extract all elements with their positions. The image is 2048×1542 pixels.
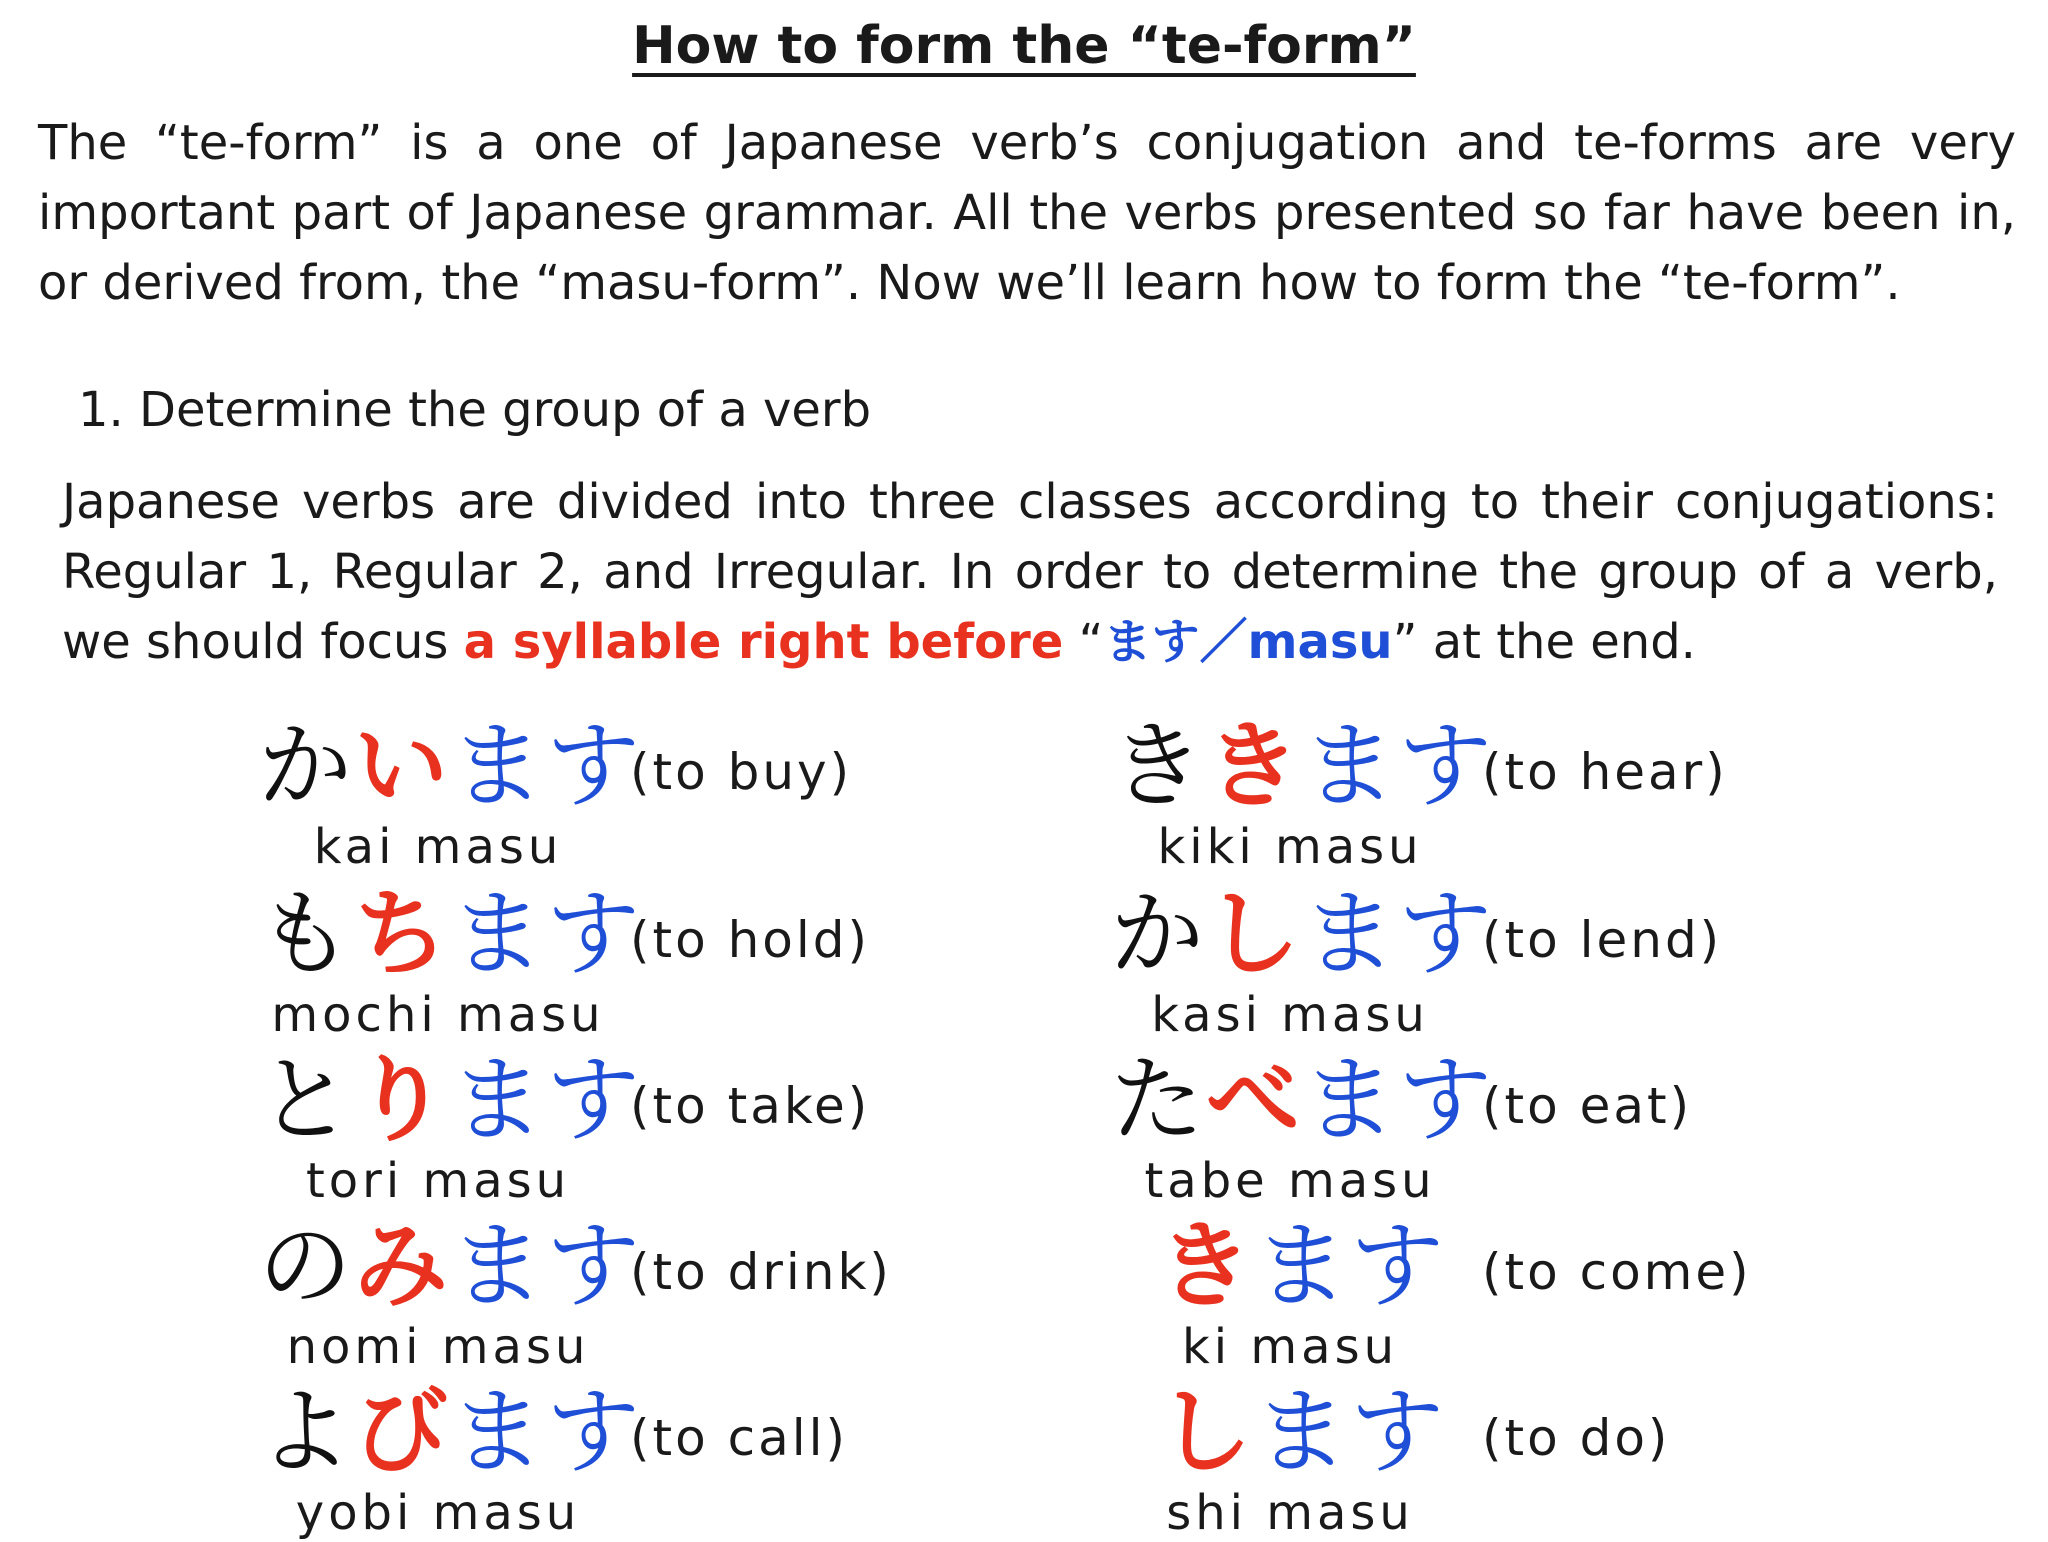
verb-meaning: (to hear) bbox=[1482, 743, 1728, 801]
verb-masu: ます bbox=[450, 880, 643, 989]
verb-masu: ます bbox=[450, 1378, 643, 1487]
verb-masu: ます bbox=[450, 1212, 643, 1321]
verb-stem-syllable: び bbox=[354, 1378, 451, 1487]
verb-kana bbox=[258, 880, 642, 990]
verb-stem-syllable: ち bbox=[354, 880, 451, 989]
verb-kana bbox=[258, 1046, 642, 1156]
verb-prefix: よ bbox=[258, 1378, 355, 1487]
verb-romaji: tori masu bbox=[305, 1153, 571, 1209]
classes-text: Japanese verbs are divided into three classes according to their conjugations: Regular 1, Regular 2, and Irregular. In order to determine the group of a verb, we should focus bbox=[62, 474, 1998, 670]
step-heading: 1. Determine the group of a verb bbox=[78, 382, 872, 438]
verb-meaning: (to come) bbox=[1482, 1243, 1752, 1301]
intro-paragraph: The “te-form” is a one of Japanese verb’s conjugation and te-forms are very important part of Japanese grammar. All the verbs presented so far have been in, or derived from, the “masu-form”. Now we’ll learn how to form the “te-form”. bbox=[38, 115, 2016, 311]
verb-prefix: も bbox=[258, 880, 355, 989]
verb-stem-syllable: し bbox=[1158, 1378, 1255, 1487]
verb-romaji: kasi masu bbox=[1151, 987, 1429, 1043]
verb-masu: ます bbox=[450, 1046, 643, 1155]
masu-highlight: ます／masu bbox=[1103, 614, 1393, 670]
verb-prefix: き bbox=[1110, 712, 1207, 821]
verb-masu: ます bbox=[1302, 880, 1495, 989]
verb-stem-syllable: き bbox=[1158, 1212, 1255, 1321]
verb-meaning: (to lend) bbox=[1482, 911, 1723, 969]
verb-masu: ます bbox=[450, 712, 643, 821]
verb-kana bbox=[1110, 1046, 1494, 1156]
verb-romaji: ki masu bbox=[1182, 1319, 1398, 1375]
verb-romaji: shi masu bbox=[1166, 1485, 1414, 1541]
verb-meaning: (to buy) bbox=[630, 743, 853, 801]
verb-stem-syllable: り bbox=[354, 1046, 451, 1155]
verb-kana bbox=[1158, 1212, 1446, 1322]
verb-kana bbox=[258, 1212, 642, 1322]
verb-kana bbox=[1110, 880, 1494, 990]
verb-prefix: か bbox=[258, 712, 355, 821]
verb-meaning: (to hold) bbox=[630, 911, 871, 969]
verb-romaji: mochi masu bbox=[271, 987, 605, 1043]
verb-prefix: た bbox=[1110, 1046, 1207, 1155]
verb-romaji: kiki masu bbox=[1157, 819, 1423, 875]
verb-meaning: (to drink) bbox=[630, 1243, 892, 1301]
verb-romaji: tabe masu bbox=[1144, 1153, 1436, 1209]
verb-romaji: yobi masu bbox=[295, 1485, 581, 1541]
page-title-text: How to form the “te-form” bbox=[632, 16, 1416, 76]
verb-kana bbox=[258, 712, 642, 822]
verb-stem-syllable: べ bbox=[1206, 1046, 1303, 1155]
verb-kana bbox=[258, 1378, 642, 1488]
verb-kana bbox=[1158, 1378, 1446, 1488]
verb-romaji: nomi masu bbox=[286, 1319, 590, 1375]
verb-stem-syllable: み bbox=[354, 1212, 451, 1321]
classes-paragraph bbox=[62, 467, 1998, 677]
verb-masu: ます bbox=[1302, 712, 1495, 821]
verb-prefix: の bbox=[258, 1212, 355, 1321]
verb-masu: ます bbox=[1302, 1046, 1495, 1155]
verb-prefix: と bbox=[258, 1046, 355, 1155]
syllable-highlight: a syllable right before bbox=[463, 614, 1064, 670]
verb-masu: ます bbox=[1254, 1212, 1447, 1321]
verb-prefix: か bbox=[1110, 880, 1207, 989]
verb-stem-syllable: し bbox=[1206, 880, 1303, 989]
verb-masu: ます bbox=[1254, 1378, 1447, 1487]
verb-romaji: kai masu bbox=[313, 819, 563, 875]
verb-meaning: (to call) bbox=[630, 1409, 849, 1467]
page-title bbox=[0, 14, 2048, 78]
classes-tail: ” at the end. bbox=[1392, 614, 1696, 670]
quote-open: “ bbox=[1063, 614, 1104, 670]
verb-meaning: (to do) bbox=[1482, 1409, 1671, 1467]
verb-meaning: (to eat) bbox=[1482, 1077, 1693, 1135]
verb-kana bbox=[1110, 712, 1494, 822]
verb-meaning: (to take) bbox=[630, 1077, 871, 1135]
verb-stem-syllable: い bbox=[354, 712, 451, 821]
verb-stem-syllable: き bbox=[1206, 712, 1303, 821]
